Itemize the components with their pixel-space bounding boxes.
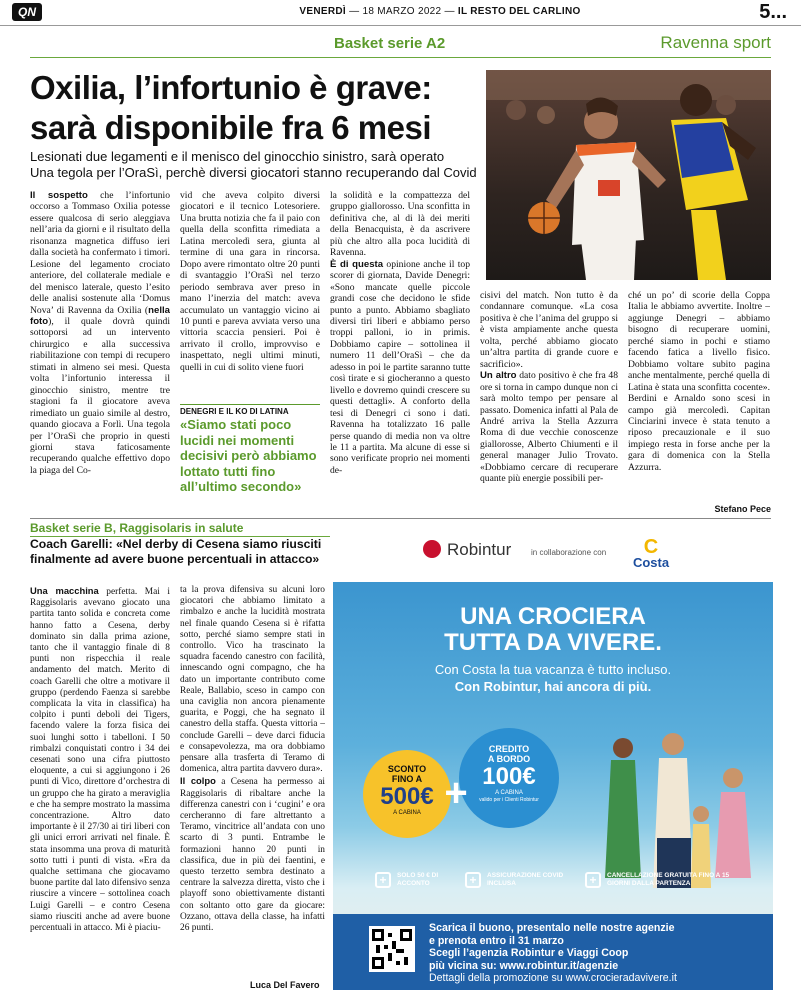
ad-collab: in collaborazione con (531, 548, 607, 557)
credit-badge: CREDITO A BORDO 100€ A CABINA valido per i Clienti Robintur (459, 728, 559, 828)
article-column-3: la solidità e la compattezza del gruppo giallorosso. Una sconfitta in definitiva che, al di là dei meriti della Benacquista, è da ascrivere più che altro alla poca lucidità di Ravenna. È di questa opinione anche il top scorer di giornata, Davide Denegri: «Sono mancate quelle piccole grandi cose che decidono le sfide punto a punto. Abbiamo sbagliato diversi tiri liberi e abbiamo perso troppi palloni, io in primis. Dobbiamo capire – sottolinea il numero 11 dell’OraSì – che da adesso in poi le partite saranno tutte così tirate e si giocheranno a questo livello e dovremo quindi crescere su questi dettagli». A conforto della tesi di Denegri ci sono i dati. Ravenna ha totalizzato 16 palle perse quando di media non va oltre le 11 a partita. Ma alcune di esse si sono verificate proprio nei momenti de- (330, 190, 470, 476)
robintur-brand: Robintur (447, 540, 512, 559)
article-byline: Stefano Pece (714, 504, 771, 514)
plus-icon: + (444, 771, 468, 815)
paper-name: IL RESTO DEL CARLINO (457, 6, 581, 17)
ad-subtitle-1: Con Costa la tua vacanza è tutto incluso. (434, 662, 672, 677)
ad-subtitle-2: Con Robintur, hai ancora di più. (454, 679, 652, 694)
robintur-logo-icon (423, 540, 441, 558)
article-subhead: Lesionati due legamenti e il menisco del ginocchio sinistro, sarà operato Una tegola per l’OraSì, perchè diversi giocatori stanno recuperando dal Covid (30, 149, 477, 180)
section-category: Basket serie A2 (334, 35, 446, 52)
ad-title: UNA CROCIERA TUTTA DA VIVERE. (444, 603, 662, 656)
discount-badge: SCONTO FINO A 500€ A CABINA (363, 750, 451, 838)
section-divider (30, 518, 771, 519)
article2-byline: Luca Del Favero (250, 980, 320, 990)
qr-code-icon[interactable] (369, 926, 415, 972)
ad-brand-bar (333, 522, 773, 580)
pull-quote: «Siamo stati poco lucidi nei momenti decisivi però abbiamo lottato tutti fino all’ultimo secondo» (180, 417, 317, 494)
article-headline: Oxilia, l’infortunio è grave: sarà disponibile fra 6 mesi (30, 69, 432, 146)
costa-logo: C Costa (632, 536, 670, 570)
benefit-cancellation: + CANCELLAZIONE GRATUITA FINO A 15 GIORNI DALLA PARTENZA (585, 866, 755, 898)
article2-column-1: Una macchina perfetta. Mai i Raggisolaris avevano giocato una partita tanto solida e concreta come hanno fatto a Cesena, derby dominato sin dalla prima azione, tanto che il vantaggio finale di 8 punti non rispecchia il reale andamento del match. Merito di coach Garelli che oltre a motivare il gruppo (perdendo Faenza si sarebbe complicata la vita in classifica) ha colpito i punti deboli dei Tigers, facendo valere la forza fisica dei suoi lunghi sotto i tabelloni. I 50 rimbalzi conquistati contro i 34 dei cesenati sono una cifra piuttosto eloquente, a cui si aggiungono i 26 punti di Vico, direttore d’orchestra di un gruppo che ha girato a meraviglia e che ha sempre mostrato la massima concentrazione. Altro dato importante è il 27/30 ai tiri liberi con gli unici errori arrivati nel finale. È stata insomma una prova di maturità sotto tutti i punti di vista. «Era da qualche settimana che giocavamo buone partite dal lato difensivo senza riuscire a vincere – sottolinea coach Luigi Garelli – e contro Cesena siamo riusciti anche ad avere buone percentuali in attacco. Mi è piaciu- (30, 585, 170, 934)
article-column-5: ché un po’ di scorie della Coppa Italia le abbiamo avvertite. Inoltre – aggiunge Denegri – abbiamo bisogno di recuperare uomini, perché siamo in pochi e stiamo facendo fatica a livello fisico. Dobbiamo voltare subito pagina anche mentalmente, perché quella di Latina è stata una sconfitta cocente». Berdini e Arnaldo sono scesi in campo già mercoledì. Capitan Cinciarini invece è stata tenuto a riposo precauzionale e il suo impiego resta in forse anche per la gara di domenica con la Stella Azzurra. (628, 290, 770, 473)
dateline: VENERDÌ — 18 MARZO 2022 — IL RESTO DEL CARLINO (299, 6, 581, 17)
section-edition: Ravenna sport (660, 33, 771, 52)
page-header (0, 0, 801, 26)
plus-icon: + (375, 872, 391, 888)
article2-column-2: ta la prova difensiva su alcuni loro giocatori che abbiamo limitato a rimbalzo e anche la lucidità mostrata nel finale quando Cesena si è rifatta sotto, perché siamo sempre stati in controllo. Vico ha trascinato la squadra facendo canestro con facilità, innescando ogni compagno, che ha dato un importante contributo come Reale, Ballabio, sceso in campo con una caviglia non ancora pienamente guarita, e Poggi, che ha segnato il canestro della staffa. Questa vittoria – conclude Garelli – deve darci fiducia e consapevolezza, ma ora dobbiamo pensare alla trasferta di Teramo di domenica, altra partita davvero dura». Il colpo a Cesena ha permesso ai Raggisolaris di ribaltare anche la differenza canestri con i ‘cugini’ e ora cercheranno di fare altrettanto a Teramo, vincitrice all’andata con uno scarto di 3 punti. Entrambe le formazioni hanno 20 punti in classifica, due in più dei faentini, e questo terzetto sembra destinato a centrare la salvezza diretta, visto che i playoff sono obiettivamente distanti con soltanto otto gare da giocare: Ozzano, ottava della classe, ha infatti 26 punti. (180, 585, 325, 934)
shield-icon: + (465, 872, 481, 888)
quote-label: DENEGRI E IL KO DI LATINA (180, 404, 320, 416)
calendar-icon: + (585, 872, 601, 888)
section-header (30, 32, 771, 58)
advertisement[interactable] (333, 522, 773, 990)
benefit-deposit: + SOLO 50 € DI ACCONTO (375, 866, 465, 898)
benefit-insurance: + ASSICURAZIONE COVID INCLUSA (465, 866, 575, 898)
day: VENERDÌ (299, 6, 346, 17)
page-number: 5... (759, 1, 787, 23)
article-column-2: vid che aveva colpito diversi giocatori e il tecnico Lotesoriere. Una brutta notizia che fa il paio con quella della sconfitta rimediata a Latina mercoledì sera, giunta al termine di una gara in rincorsa. Dopo avere rimontato oltre 20 punti di svantaggio l’OraSì nel terzo periodo sembrava aver preso in mano l’inerzia del match: aveva accumulato un vantaggio vicino ai 10 punti e pareva avviata verso una vittoria scaccia pensieri. Poi è arrivato il crollo, improvviso e inaspettato, negli ultimi minuti, quelli in cui di solito viene fuori (180, 190, 320, 373)
article2-headline: Coach Garelli: «Nel derby di Cesena siamo riusciti finalmente ad avere buone percentuali in attacco» (30, 537, 322, 566)
ad-main-panel (333, 582, 773, 990)
article-column-1: Il sospetto che l’infortunio occorso a Tommaso Oxilia potesse essere qualcosa di serio aleggiava nell’aria da giorni e il risultato della risonanza magnetica diffuso ieri dalla società ha confermato i timori. Lesione del legamento crociato anteriore, del collaterale mediale e del menisco laterale, questo l’esito delle analisi sostenute alla ‘Domus Nova’ di Ravenna da Oxilia (nella foto), il quale dovrà quindi sottoporsi ad un intervento chirurgico e alla successiva riabilitazione con tempi di recupero stimati in almeno sei mesi. Questa volta l’infortunio interessa il ginocchio sinistro, mentre tre stagioni fa il giocatore aveva rimediato un guaio simile al destro, quando giocava a Forlì. Una tegola per l’OraSì che proprio in questi giorni stava faticosamente recuperando qualche effettivo dopo la piaga del Co- (30, 190, 170, 476)
newspaper-logo: QN (12, 3, 42, 21)
date: 18 MARZO 2022 (362, 6, 442, 17)
ad-benefits (363, 866, 763, 898)
ad-footer (333, 914, 773, 990)
ad-footer-text: Scarica il buono, presentalo nelle nostre agenzie e prenota entro il 31 marzo Scegli l’agenzia Robintur e Viaggi Coop più vicina su: www.robintur.it/agenzie Dettagli della promozione su www.crocieradavivere.it (429, 922, 677, 985)
article2-category: Basket serie B, Raggisolaris in salute (30, 520, 330, 537)
article-column-4: cisivi del match. Non tutto è da condannare comunque. «La cosa positiva è che l’anima del gruppo si è vista ampiamente anche questa volta, perché abbiamo giocato un’altra partita di grande cuore e sacrificio». Un altro dato positivo è che fra 48 ore si torna in campo dunque non ci sarà molto tempo per pensare al passato. Domenica infatti al Pala de André arriva la Stella Azzurra Roma di due vecchie conoscenze giallorosse, Alberto Chiumenti e il general manager Julio Trovato. «Dobbiamo cercare di recuperare quante più energie possibili per- (480, 290, 618, 485)
